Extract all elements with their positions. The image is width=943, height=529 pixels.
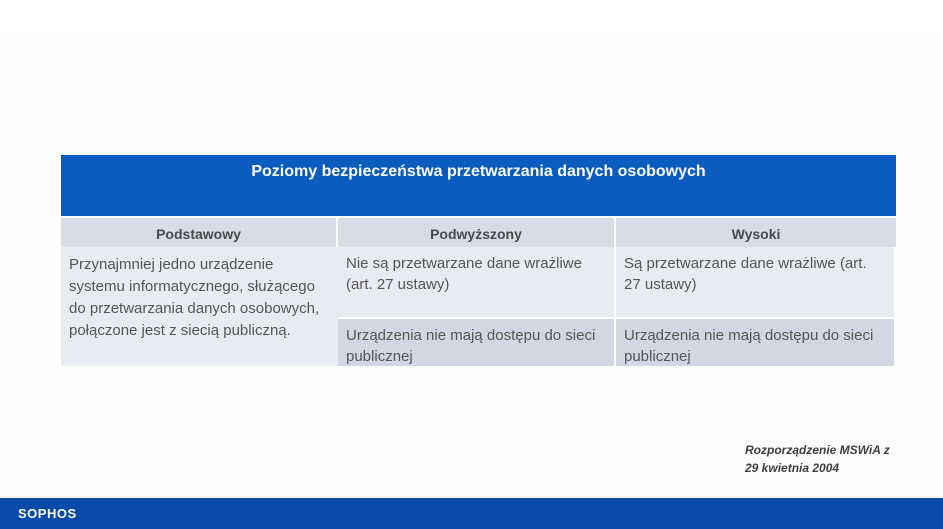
column-header-podstawowy: Podstawowy: [61, 218, 338, 247]
citation: [745, 441, 920, 477]
table-title: Poziomy bezpieczeństwa przetwarzania danych osobowych: [61, 155, 896, 216]
table-cell-basic-network: Urządzenia nie mają dostępu do sieci publicznej: [338, 319, 616, 366]
table-cell-high-level: [61, 247, 338, 366]
table-cell-elevated-network: Urządzenia nie mają dostępu do sieci publicznej: [616, 319, 896, 366]
table-cell-elevated-data: Są przetwarzane dane wrażliwe (art. 27 ustawy): [616, 247, 896, 319]
column-header-wysoki: Wysoki: [616, 218, 896, 247]
table-cell-basic-data: Nie są przetwarzane dane wrażliwe (art. 27 ustawy): [338, 247, 616, 319]
high-level-text: Przynajmniej jedno urządzenie systemu informatycznego, służącego do przetwarzania danych osobowych, połączone jest z siecią publiczną.: [69, 256, 320, 339]
sophos-logo: SOPHOS: [18, 506, 77, 521]
column-header-podwyzszony: Podwyższony: [338, 218, 616, 247]
security-levels-table: [61, 155, 896, 366]
table-grid: [61, 218, 896, 366]
footer-bar: [0, 498, 943, 529]
citation-line-1: Rozporządzenie MSWiA z: [745, 443, 890, 457]
citation-line-2: 29 kwietnia 2004: [745, 461, 840, 475]
